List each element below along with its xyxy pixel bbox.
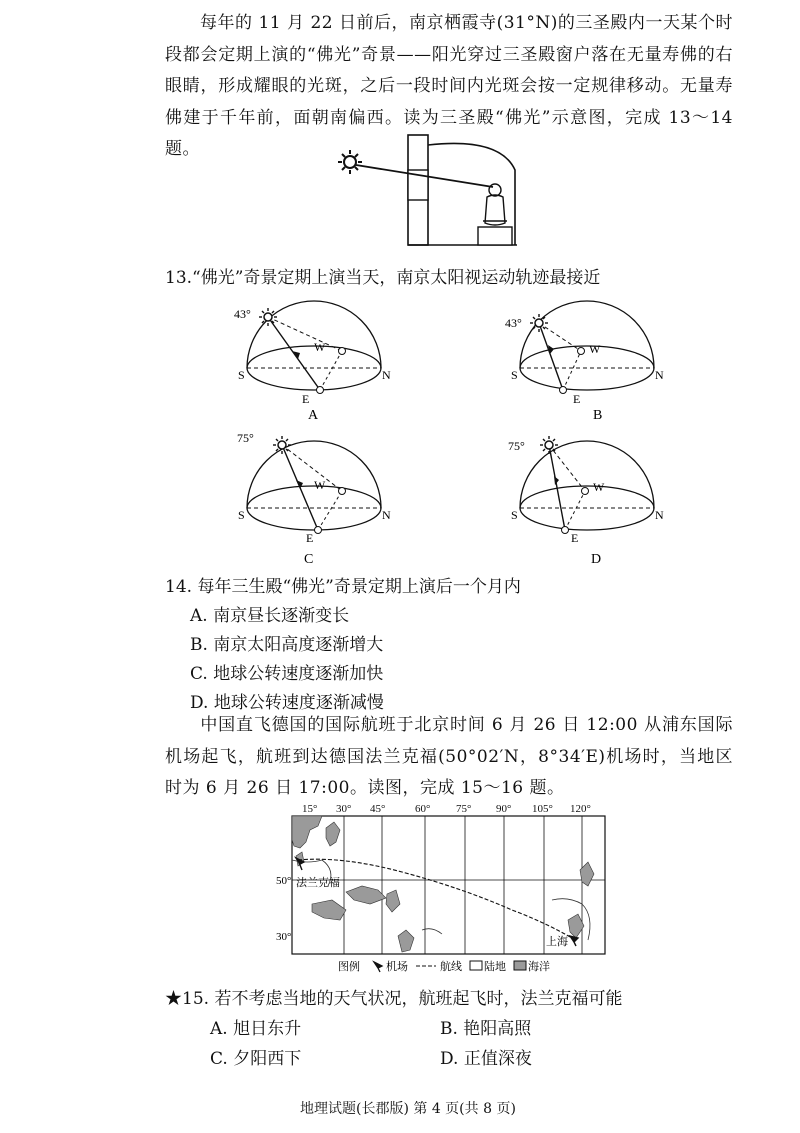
question-14-option-a: A. 南京昼长逐渐变长 (190, 606, 350, 626)
diagram-d-angle: 75° (508, 439, 525, 453)
diagram-b-north: N (655, 368, 664, 382)
legend-land: 陆地 (484, 961, 506, 973)
question-15-option-b: B. 艳阳高照 (440, 1019, 532, 1039)
question-14-stem: 14. 每年三生殿“佛光”奇景定期上演后一个月内 (165, 577, 521, 597)
legend-ocean: 海洋 (528, 961, 550, 973)
question-15-option-d: D. 正值深夜 (440, 1049, 532, 1069)
question-15-option-a: A. 旭日东升 (210, 1019, 302, 1039)
intro-paragraph-1-text: 每年的 11 月 22 日前后，南京栖霞寺(31°N)的三圣殿内一天某个时段都会定期上演的“佛光”奇景——阳光穿过三圣殿窗户落在无量寿佛的右眼睛，形成耀眼的光斑，之后一段时间内光斑会按一定规律移动。无量寿佛建于千年前，面朝南偏西。读为三圣殿“佛光”示意图，完成 13～14 题。 (165, 13, 733, 159)
diagram-a-east: E (302, 392, 310, 406)
sun-path-diagram-d (505, 423, 670, 568)
lon-label-15: 15° (302, 803, 318, 815)
flight-route-map (276, 800, 617, 978)
lon-label-90: 90° (496, 803, 512, 815)
sun-icon (259, 308, 277, 326)
diagram-c-west: W (314, 478, 326, 492)
lon-label-75: 75° (456, 803, 472, 815)
sun-icon (273, 436, 291, 454)
buddha-statue (478, 184, 512, 245)
question-15-stem: ★15. 若不考虑当地的天气状况，航班起飞时，法兰克福可能 (165, 989, 623, 1009)
city-frankfurt: 法兰克福 (296, 877, 340, 889)
question-15-option-c: C. 夕阳西下 (210, 1049, 302, 1069)
lon-label-105: 105° (532, 803, 553, 815)
lon-label-45: 45° (370, 803, 386, 815)
lon-label-60: 60° (415, 803, 431, 815)
lat-label-50: 50° (276, 875, 292, 887)
question-14-option-b: B. 南京太阳高度逐渐增大 (190, 635, 384, 655)
question-13-stem: 13.“佛光”奇景定期上演当天，南京太阳视运动轨迹最接近 (165, 268, 601, 288)
diagram-d-west: W (593, 480, 605, 494)
diagram-a-west: W (314, 340, 326, 354)
diagram-b-letter: B (593, 408, 603, 423)
diagram-b-angle: 43° (505, 316, 522, 330)
page-footer: 地理试题(长郡版) 第 4 页(共 8 页) (300, 1101, 516, 1117)
diagram-a-south: S (238, 368, 245, 382)
intro-paragraph-2 (165, 710, 733, 805)
diagram-b-south: S (511, 368, 518, 382)
question-14-option-d: D. 地球公转速度逐渐减慢 (190, 693, 384, 713)
diagram-c-letter: C (304, 552, 314, 567)
question-14-option-c: C. 地球公转速度逐渐加快 (190, 664, 384, 684)
legend-airport: 机场 (386, 961, 408, 973)
sun-path-diagram-c (232, 423, 397, 568)
sun-path-diagram-b (505, 293, 670, 423)
diagram-d-south: S (511, 508, 518, 522)
diagram-c-south: S (238, 508, 245, 522)
lat-label-30: 30° (276, 931, 292, 943)
diagram-a-letter: A (308, 408, 319, 423)
diagram-d-north: N (655, 508, 664, 522)
airport-icon (374, 962, 382, 972)
diagram-c-east: E (306, 531, 314, 545)
diagram-c-north: N (382, 508, 391, 522)
diagram-c-angle: 75° (237, 431, 254, 445)
lon-label-30: 30° (336, 803, 352, 815)
diagram-d-east: E (571, 531, 579, 545)
diagram-d-letter: D (591, 552, 602, 567)
sun-icon (338, 150, 362, 174)
intro-paragraph-2-text: 中国直飞德国的国际航班于北京时间 6 月 26 日 12:00 从浦东国际机场起飞，航班到达德国法兰克福(50°02′N，8°34′E)机场时，当地区时为 6 月 26 日 17:00。读图，完成 15～16 题。 (165, 715, 733, 798)
diagram-b-east: E (573, 392, 581, 406)
legend-title: 图例 (338, 961, 360, 973)
city-shanghai: 上海 (546, 936, 568, 948)
temple-figure (335, 135, 535, 255)
diagram-b-west: W (589, 342, 601, 356)
map-legend (338, 959, 550, 973)
diagram-a-north: N (382, 368, 391, 382)
diagram-a-angle: 43° (234, 307, 251, 321)
sun-icon (540, 436, 558, 454)
legend-route: 航线 (440, 961, 462, 973)
sun-path-diagram-a (232, 293, 397, 423)
lon-label-120: 120° (570, 803, 591, 815)
